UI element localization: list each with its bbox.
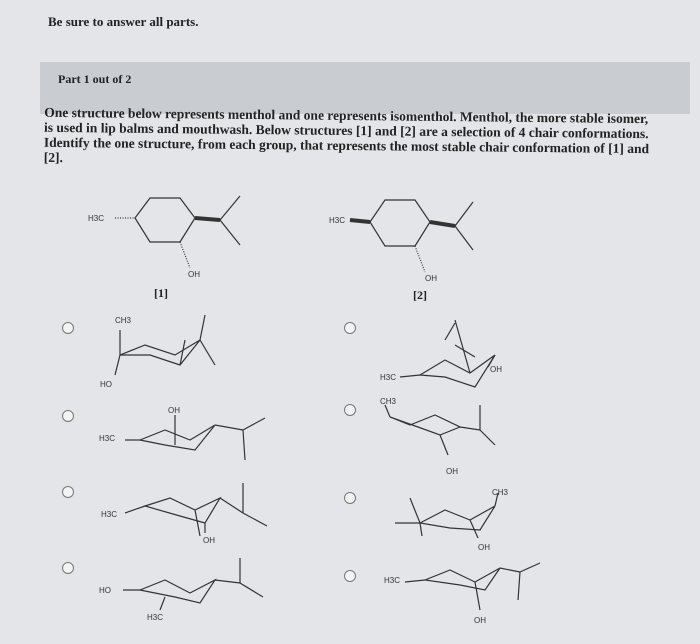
label: CH3: [492, 488, 509, 497]
option-2b-structure: [380, 395, 590, 475]
option-1d-structure: [95, 555, 305, 635]
methyl-label: H3C: [88, 214, 105, 223]
label: OH: [203, 536, 215, 545]
part-indicator: Part 1 out of 2: [58, 72, 132, 86]
label: CH3: [380, 397, 397, 406]
label: OH: [168, 406, 180, 415]
label: H3C: [384, 576, 401, 585]
label: HO: [99, 586, 111, 595]
option-2d-radio[interactable]: [344, 570, 356, 582]
structure-2-drawing: [325, 190, 525, 300]
option-2a-structure: [380, 315, 590, 395]
instructions: Be sure to answer all parts.: [48, 14, 199, 29]
option-2c-structure: [380, 488, 590, 568]
structure-tag: [2]: [413, 288, 427, 302]
question-text: One structure below represents menthol and one represents isomenthol. Menthol, the more stable isomer, is used in lip balms and mouthwash. Below structures [1] and [2] are a selection of 4 chair conformations. Identify the one structure, from each group, that represents the most stable chair conformation of [1] and [2].: [43, 104, 650, 166]
option-1c-radio[interactable]: [62, 486, 74, 498]
structure-1: [80, 190, 280, 300]
label: H3C: [101, 510, 118, 519]
label: OH: [490, 365, 502, 374]
option-2b-radio[interactable]: [344, 404, 356, 416]
hydroxyl-label: OH: [188, 270, 200, 279]
label: H3C: [99, 434, 116, 443]
label: CH3: [115, 316, 132, 325]
option-1b-radio[interactable]: [62, 410, 74, 422]
label: H3C: [147, 613, 164, 622]
label: OH: [474, 616, 486, 625]
structure-tag: [1]: [154, 286, 168, 300]
option-1b-structure: [95, 400, 305, 480]
label: OH: [446, 467, 458, 476]
label: HO: [100, 380, 112, 389]
option-2c-radio[interactable]: [344, 492, 356, 504]
structure-2: [325, 190, 525, 300]
structure-1-drawing: [80, 190, 280, 300]
option-1c-structure: [95, 478, 305, 558]
option-2d-structure: [380, 560, 590, 640]
option-1a-radio[interactable]: [62, 322, 74, 334]
option-2a-radio[interactable]: [344, 322, 356, 334]
option-1d-radio[interactable]: [62, 562, 74, 574]
hydroxyl-label: OH: [425, 274, 437, 283]
label: H3C: [380, 373, 397, 382]
option-1a-structure: [95, 310, 305, 390]
label: OH: [478, 543, 490, 552]
methyl-label: H3C: [329, 216, 346, 225]
